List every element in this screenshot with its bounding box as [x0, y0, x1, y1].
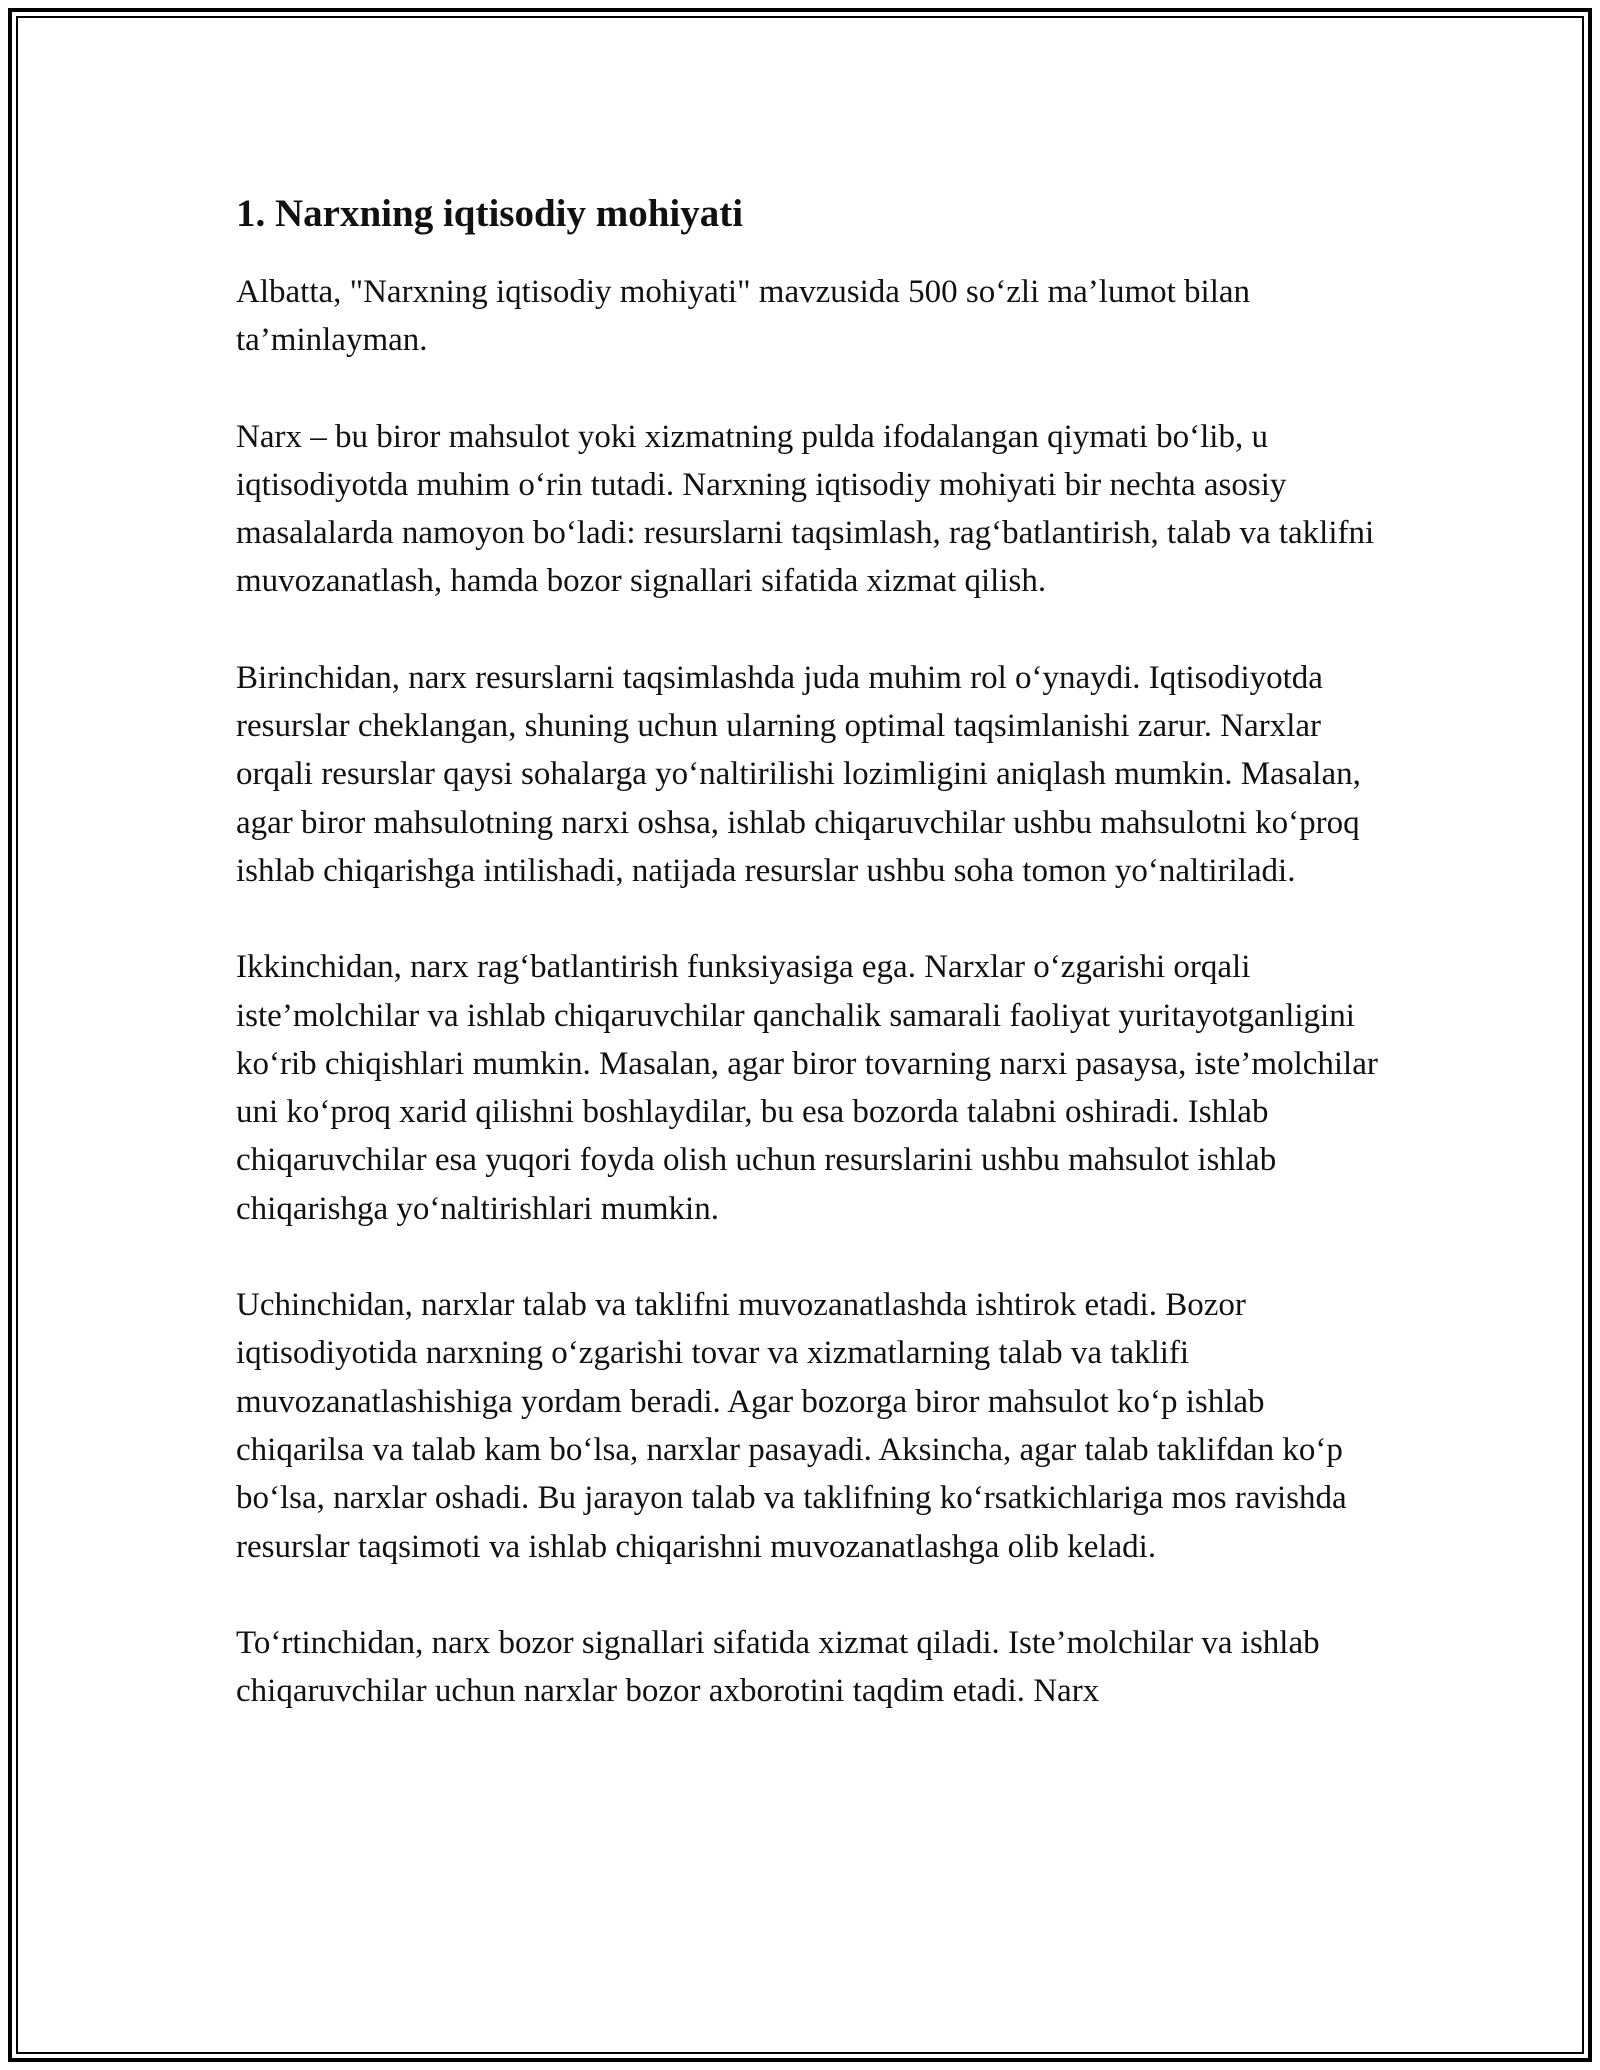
paragraph-third: Uchinchidan, narxlar talab va taklifni muvozanatlashda ishtirok etadi. Bozor iqtisodiyotida narxning o‘zgarishi tovar va xizmatlarning talab va taklifi muvozanatlashishiga yordam beradi. Agar bozorga biror mahsulot ko‘p ishlab chiqarilsa va talab kam bo‘lsa, narxlar pasayadi. Aksincha, agar talab taklifdan ko‘p bo‘lsa, narxlar oshadi. Bu jarayon talab va taklifning ko‘rsatkichlariga mos ravishda resurslar taqsimoti va ishlab chiqarishni muvozanatlashga olib keladi. [236, 1287, 1347, 1565]
paragraph-first: Birinchidan, narx resurslarni taqsimlashda juda muhim rol o‘ynaydi. Iqtisodiyotda resurslar cheklangan, shuning uchun ularning optimal taqsimlanishi zarur. Narxlar orqali resurslar qaysi sohalarga yo‘naltirilishi lozimligini aniqlash mumkin. Masalan, agar biror mahsulotning narxi oshsa, ishlab chiqaruvchilar ushbu mahsulotni ko‘proq ishlab chiqarishga intilishadi, natijada resurslar ushbu soha tomon yo‘naltiriladi. [236, 659, 1361, 889]
document-body [236, 186, 1386, 1763]
paragraph-fourth: To‘rtinchidan, narx bozor signallari sifatida xizmat qiladi. Iste’molchilar va ishlab chiqaruvchilar uchun narxlar bozor axborotini taqdim etadi. Narx [236, 1624, 1320, 1710]
paragraph-second: Ikkinchidan, narx rag‘batlantirish funksiyasiga ega. Narxlar o‘zgarishi orqali iste’molchilar va ishlab chiqaruvchilar qanchalik samarali faoliyat yuritayotganligini ko‘rib chiqishlari mumkin. Masalan, agar biror tovarning narxi pasaysa, iste’molchilar uni ko‘proq xarid qilishni boshlaydilar, bu esa bozorda talabni oshiradi. Ishlab chiqaruvchilar esa yuqori foyda olish uchun resurslarini ushbu mahsulot ishlab chiqarishga yo‘naltirishlari mumkin. [236, 949, 1378, 1227]
paragraph-intro: Albatta, "Narxning iqtisodiy mohiyati" mavzusida 500 so‘zli ma’lumot bilan ta’minlayman. [236, 274, 1251, 359]
section-heading: 1. Narxning iqtisodiy mohiyati [236, 192, 744, 235]
paragraph-definition: Narx – bu biror mahsulot yoki xizmatning pulda ifodalangan qiymati bo‘lib, u iqtisodiyotda muhim o‘rin tutadi. Narxning iqtisodiy mohiyati bir nechta asosiy masalalarda namoyon bo‘ladi: resurslarni taqsimlash, rag‘batlantirish, talab va taklifni muvozanatlash, hamda bozor signallari sifatida xizmat qilish. [236, 418, 1375, 600]
